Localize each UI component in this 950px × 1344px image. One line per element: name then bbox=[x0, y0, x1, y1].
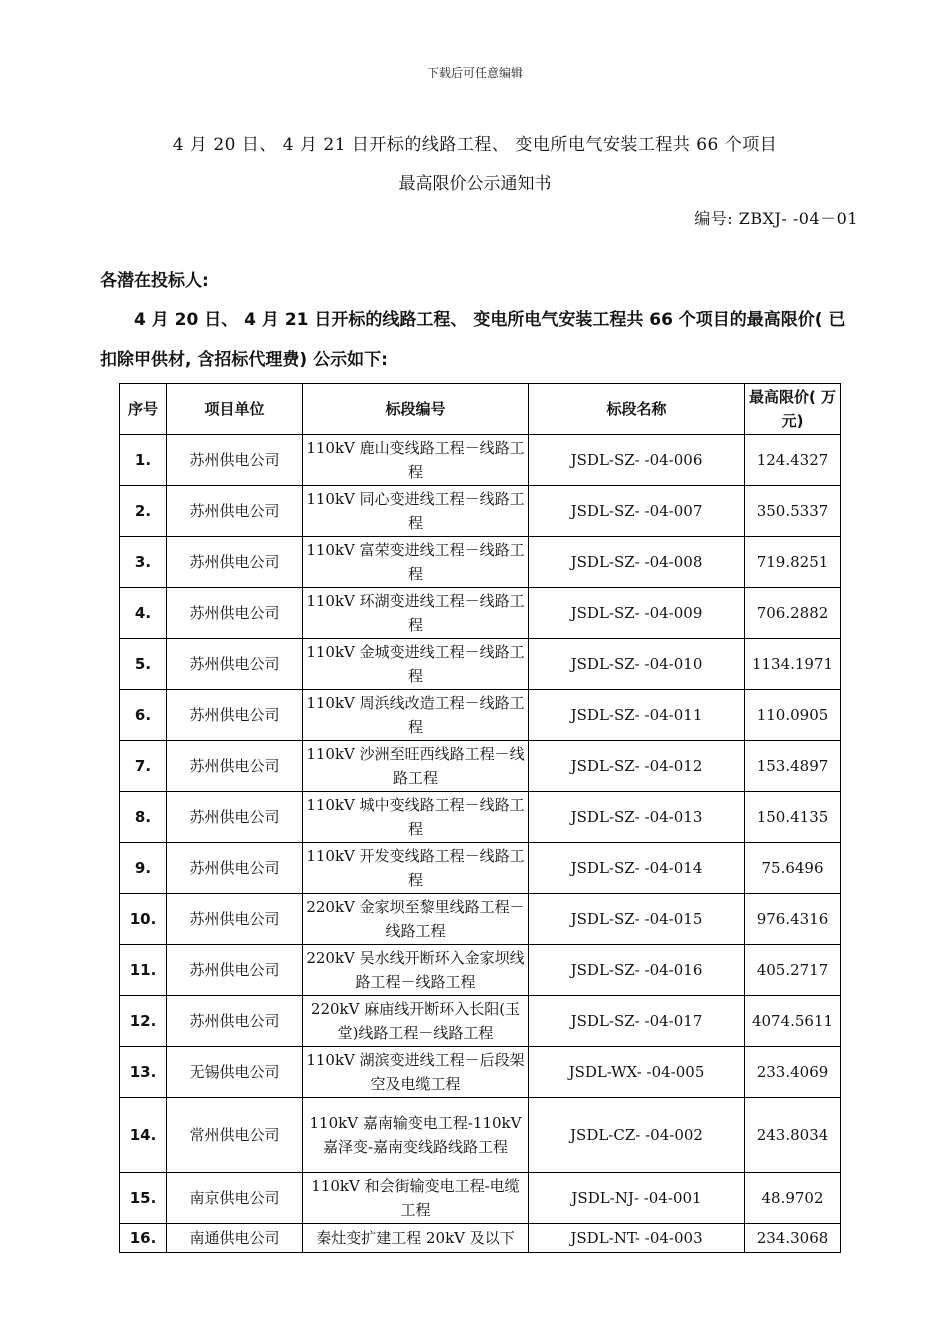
row-number: 5. bbox=[120, 639, 167, 690]
row-number: 13. bbox=[120, 1047, 167, 1098]
row-code: JSDL-CZ- -04-002 bbox=[529, 1098, 745, 1173]
row-code: JSDL-SZ- -04-015 bbox=[529, 894, 745, 945]
table-row bbox=[120, 486, 841, 537]
row-number: 9. bbox=[120, 843, 167, 894]
row-number: 8. bbox=[120, 792, 167, 843]
header-code: 标段名称 bbox=[529, 384, 745, 435]
row-unit: 苏州供电公司 bbox=[167, 741, 303, 792]
intro-paragraph: 4 月 20 日、 4 月 21 日开标的线路工程、 变电所电气安装工程共 66 个项目的最高限价( 已扣除甲供材, 含招标代理费) 公示如下: bbox=[100, 310, 846, 370]
row-code: JSDL-SZ- -04-017 bbox=[529, 996, 745, 1047]
row-unit: 苏州供电公司 bbox=[167, 588, 303, 639]
row-unit: 无锡供电公司 bbox=[167, 1047, 303, 1098]
table-row bbox=[120, 1224, 841, 1253]
row-price: 719.8251 bbox=[745, 537, 841, 588]
row-number: 12. bbox=[120, 996, 167, 1047]
row-number: 14. bbox=[120, 1098, 167, 1173]
row-price: 233.4069 bbox=[745, 1047, 841, 1098]
row-code: JSDL-SZ- -04-010 bbox=[529, 639, 745, 690]
row-number: 10. bbox=[120, 894, 167, 945]
table-row bbox=[120, 894, 841, 945]
table-row bbox=[120, 639, 841, 690]
row-unit: 苏州供电公司 bbox=[167, 639, 303, 690]
row-price: 124.4327 bbox=[745, 435, 841, 486]
table-row bbox=[120, 741, 841, 792]
header-no: 序号 bbox=[120, 384, 167, 435]
table-body bbox=[120, 435, 841, 1253]
table-row bbox=[120, 1173, 841, 1224]
table-header-row bbox=[120, 384, 841, 435]
row-code: JSDL-SZ- -04-009 bbox=[529, 588, 745, 639]
row-price: 1134.1971 bbox=[745, 639, 841, 690]
row-number: 7. bbox=[120, 741, 167, 792]
title-line-1: 4 月 20 日、 4 月 21 日开标的线路工程、 变电所电气安装工程共 66 个项目 bbox=[172, 135, 778, 155]
row-section: 110kV 开发变线路工程－线路工程 bbox=[303, 843, 529, 894]
row-number: 16. bbox=[120, 1224, 167, 1253]
row-section: 110kV 富荣变进线工程－线路工程 bbox=[303, 537, 529, 588]
row-price: 405.2717 bbox=[745, 945, 841, 996]
header-note: 下载后可任意编辑 bbox=[426, 66, 523, 80]
row-code: JSDL-WX- -04-005 bbox=[529, 1047, 745, 1098]
row-section: 110kV 湖滨变进线工程－后段架空及电缆工程 bbox=[303, 1047, 529, 1098]
row-number: 1. bbox=[120, 435, 167, 486]
row-price: 243.8034 bbox=[745, 1098, 841, 1173]
row-price: 4074.5611 bbox=[745, 996, 841, 1047]
row-price: 110.0905 bbox=[745, 690, 841, 741]
row-unit: 苏州供电公司 bbox=[167, 894, 303, 945]
row-section: 110kV 同心变进线工程－线路工程 bbox=[303, 486, 529, 537]
table-row bbox=[120, 792, 841, 843]
table-row bbox=[120, 690, 841, 741]
row-price: 706.2882 bbox=[745, 588, 841, 639]
row-unit: 苏州供电公司 bbox=[167, 843, 303, 894]
row-number: 11. bbox=[120, 945, 167, 996]
row-section: 110kV 嘉南输变电工程-110kV 嘉泽变-嘉南变线路线路工程 bbox=[303, 1098, 529, 1173]
document-number: 编号: ZBXJ- -04－01 bbox=[694, 209, 858, 228]
row-number: 6. bbox=[120, 690, 167, 741]
row-price: 153.4897 bbox=[745, 741, 841, 792]
row-number: 2. bbox=[120, 486, 167, 537]
table-row bbox=[120, 945, 841, 996]
row-unit: 苏州供电公司 bbox=[167, 792, 303, 843]
row-unit: 常州供电公司 bbox=[167, 1098, 303, 1173]
row-section: 110kV 沙洲至旺西线路工程－线路工程 bbox=[303, 741, 529, 792]
row-unit: 苏州供电公司 bbox=[167, 690, 303, 741]
row-unit: 苏州供电公司 bbox=[167, 486, 303, 537]
table-row bbox=[120, 1098, 841, 1173]
table-row bbox=[120, 537, 841, 588]
row-section: 220kV 金家坝至黎里线路工程－线路工程 bbox=[303, 894, 529, 945]
header-unit: 项目单位 bbox=[167, 384, 303, 435]
row-code: JSDL-SZ- -04-014 bbox=[529, 843, 745, 894]
table-row bbox=[120, 843, 841, 894]
row-code: JSDL-SZ- -04-012 bbox=[529, 741, 745, 792]
row-unit: 苏州供电公司 bbox=[167, 435, 303, 486]
row-section: 220kV 麻庙线开断环入长阳(玉堂)线路工程－线路工程 bbox=[303, 996, 529, 1047]
header-section: 标段编号 bbox=[303, 384, 529, 435]
row-price: 48.9702 bbox=[745, 1173, 841, 1224]
row-code: JSDL-SZ- -04-007 bbox=[529, 486, 745, 537]
row-price: 350.5337 bbox=[745, 486, 841, 537]
row-section: 220kV 吴水线开断环入金家坝线路工程－线路工程 bbox=[303, 945, 529, 996]
row-section: 110kV 环湖变进线工程－线路工程 bbox=[303, 588, 529, 639]
header-price: 最高限价( 万元) bbox=[745, 384, 841, 435]
row-code: JSDL-SZ- -04-016 bbox=[529, 945, 745, 996]
row-price: 976.4316 bbox=[745, 894, 841, 945]
row-code: JSDL-SZ- -04-006 bbox=[529, 435, 745, 486]
row-code: JSDL-SZ- -04-008 bbox=[529, 537, 745, 588]
row-unit: 苏州供电公司 bbox=[167, 537, 303, 588]
row-price: 234.3068 bbox=[745, 1224, 841, 1253]
title-line-2: 最高限价公示通知书 bbox=[398, 174, 552, 194]
table-row bbox=[120, 1047, 841, 1098]
row-section: 110kV 金城变进线工程－线路工程 bbox=[303, 639, 529, 690]
row-unit: 苏州供电公司 bbox=[167, 996, 303, 1047]
table-row bbox=[120, 996, 841, 1047]
row-unit: 南通供电公司 bbox=[167, 1224, 303, 1253]
row-code: JSDL-NJ- -04-001 bbox=[529, 1173, 745, 1224]
row-section: 秦灶变扩建工程 20kV 及以下 bbox=[303, 1224, 529, 1253]
row-section: 110kV 鹿山变线路工程－线路工程 bbox=[303, 435, 529, 486]
row-price: 75.6496 bbox=[745, 843, 841, 894]
row-number: 3. bbox=[120, 537, 167, 588]
row-unit: 苏州供电公司 bbox=[167, 945, 303, 996]
salutation: 各潜在投标人: bbox=[100, 271, 209, 291]
row-price: 150.4135 bbox=[745, 792, 841, 843]
row-number: 4. bbox=[120, 588, 167, 639]
price-table bbox=[119, 383, 841, 1253]
row-unit: 南京供电公司 bbox=[167, 1173, 303, 1224]
row-section: 110kV 周浜线改造工程－线路工程 bbox=[303, 690, 529, 741]
row-section: 110kV 城中变线路工程－线路工程 bbox=[303, 792, 529, 843]
row-code: JSDL-NT- -04-003 bbox=[529, 1224, 745, 1253]
row-number: 15. bbox=[120, 1173, 167, 1224]
row-section: 110kV 和会街输变电工程-电缆工程 bbox=[303, 1173, 529, 1224]
table-row bbox=[120, 435, 841, 486]
row-code: JSDL-SZ- -04-013 bbox=[529, 792, 745, 843]
table-row bbox=[120, 588, 841, 639]
row-code: JSDL-SZ- -04-011 bbox=[529, 690, 745, 741]
